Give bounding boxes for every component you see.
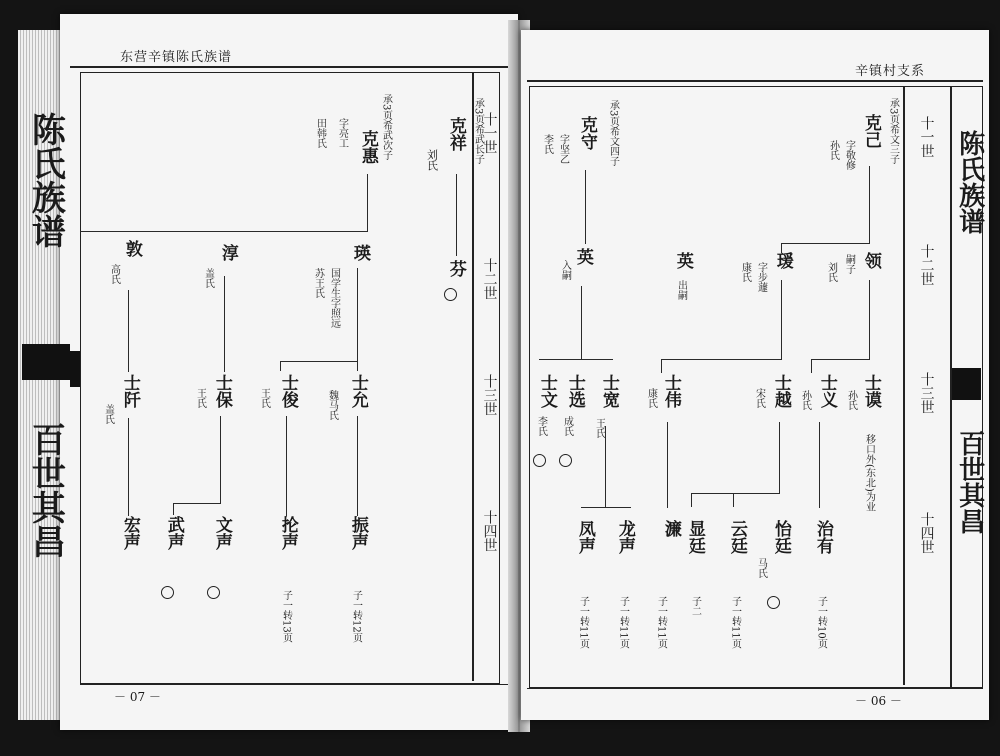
right-footer-rule — [527, 688, 983, 689]
line-keji-vert — [869, 166, 870, 244]
g14-lunsheng-note: 子一转13页 — [280, 590, 292, 643]
line-ying-in-horiz — [539, 359, 613, 360]
line-ying-in-vert — [581, 286, 582, 360]
g11-keshou-name: 克守 — [576, 116, 597, 150]
g14-lian-name: 濂 — [660, 520, 681, 537]
right-gen-14: 十四世 — [918, 512, 935, 554]
line-keshou-ying — [585, 170, 586, 244]
g14-lian-note: 子一转11页 — [655, 596, 667, 649]
line-dun-shiqian — [128, 290, 129, 372]
right-header-rule — [527, 80, 983, 82]
g14-xianting-note: 子二 — [689, 596, 701, 616]
g11-keji-name: 克己 — [860, 114, 881, 148]
g14-wensheng-name: 文声 — [211, 516, 232, 550]
left-spine-black-band — [22, 344, 70, 380]
g11-keji-courtesy: 字敬修 — [843, 140, 855, 170]
line-shibao-vert — [220, 416, 221, 504]
g13-shiwen-mark — [533, 454, 546, 467]
g13-shiwei-wife: 康氏 — [645, 388, 657, 408]
g11-keji-ref: 承3页希文三子 — [887, 98, 899, 165]
g13-shijun-name: 士俊 — [277, 374, 298, 408]
g13-shikuan-name: 士宽 — [598, 374, 619, 408]
line-shiyue-yunting — [733, 493, 734, 507]
right-gen-divider — [903, 87, 905, 685]
g14-hongsheng-name: 宏声 — [119, 516, 140, 550]
g13-shiyi-name: 士义 — [816, 374, 837, 408]
line-shiyue-horiz — [691, 493, 780, 494]
line-shiyue-vert — [779, 422, 780, 494]
g12-ying-wife: 苏王氏 — [312, 268, 324, 298]
g13-shijun-wife: 王氏 — [258, 388, 270, 408]
line-ling-vert — [869, 280, 870, 360]
line-kehui-horiz — [80, 231, 368, 232]
g12-yuan-note: 字步蘧 — [755, 262, 767, 292]
g14-wusheng-name: 武声 — [163, 516, 184, 550]
g13-shiqian-wife: 盖氏 — [102, 404, 114, 424]
line-ying-horiz — [280, 361, 358, 362]
g13-shixuan-mark — [559, 454, 572, 467]
g12-ying-note: 国学生字照远 — [328, 268, 340, 328]
g13-shiyun-name: 士允 — [347, 374, 368, 408]
g11-keshou-ref: 承3页希文四子 — [607, 100, 619, 167]
line-shijun-lunsheng — [286, 416, 287, 516]
g13-shiwen-wife: 李氏 — [535, 416, 547, 436]
g13-shiwei-name: 士伟 — [660, 374, 681, 408]
g11-kehui-name: 克惠 — [357, 130, 378, 164]
right-spine-black-band — [952, 368, 981, 400]
g12-ying-name: 瑛 — [349, 244, 370, 261]
line-yuan-shiwei — [661, 359, 662, 373]
line-shiqian-hongsheng — [128, 418, 129, 516]
line-ying-shiyun — [357, 361, 358, 371]
g12-dun-wife: 高氏 — [108, 264, 120, 284]
left-footer-rule — [80, 684, 510, 685]
g13-shibao-name: 士保 — [211, 374, 232, 408]
line-kehui-vert — [367, 174, 368, 232]
g11-keshou-courtesy: 字坚乙 — [557, 134, 569, 164]
line-shikuan-vert — [605, 426, 606, 508]
g13-shibao-wife: 王氏 — [194, 388, 206, 408]
g11-kexiang-name: 克祥 — [445, 117, 466, 151]
g14-zhiyou-note: 子一转10页 — [815, 596, 827, 649]
g14-longsheng-name: 龙声 — [614, 520, 635, 554]
line-yuan-horiz — [661, 359, 782, 360]
line-shibao-wusheng — [173, 503, 174, 515]
g14-wensheng-mark — [207, 586, 220, 599]
g12-ling-note: 嗣子 — [843, 254, 855, 274]
g13-shiwen-name: 士文 — [536, 374, 557, 408]
left-header-rule — [70, 66, 510, 68]
g12-fen-mark — [444, 288, 457, 301]
g12-ying-in-note: 入嗣 — [559, 260, 571, 280]
g11-kehui-ref: 承3页希武次子 — [380, 94, 392, 161]
g13-shimo-name: 士谟 — [860, 374, 881, 408]
g11-kexiang-ref: 承3页希武长子 — [472, 98, 484, 165]
line-chun-shibao — [224, 276, 225, 372]
g14-xianting-name: 显廷 — [684, 520, 705, 554]
left-page-number: － 07 － — [114, 690, 161, 704]
g14-yunting-note: 子一转11页 — [729, 596, 741, 649]
line-shiyi-zhiyou — [819, 422, 820, 508]
g14-longsheng-note: 子一转11页 — [617, 596, 629, 649]
g13-shiyue-wife: 宋氏 — [753, 388, 765, 408]
g13-shiyi-wife: 孙氏 — [799, 390, 811, 410]
right-page — [521, 30, 989, 720]
g11-kehui-courtesy: 字亮工 — [336, 118, 348, 148]
g14-zhensheng-note: 子一转12页 — [350, 590, 362, 643]
right-spine-title-top: 陈氏族谱 — [954, 130, 985, 234]
line-ying-shijun — [280, 361, 281, 371]
line-shibao-horiz — [173, 503, 221, 504]
g14-yiting-name: 怡廷 — [770, 520, 791, 554]
g13-shimo-wife: 孙氏 — [845, 390, 857, 410]
g14-zhensheng-name: 振声 — [347, 516, 368, 550]
line-keji-horiz — [781, 243, 870, 244]
g14-lunsheng-name: 抡声 — [277, 516, 298, 550]
g12-yuan-wife: 康氏 — [739, 262, 751, 282]
line-ling-shiyi — [811, 359, 812, 373]
g13-shiqian-name: 士阡 — [119, 374, 140, 408]
g12-ling-wife: 刘氏 — [825, 262, 837, 282]
left-spine-title-top: 陈氏族谱 — [25, 112, 66, 248]
g14-zhiyou-name: 治有 — [812, 520, 833, 554]
g14-yunting-name: 云廷 — [726, 520, 747, 554]
g13-shiyun-wife: 魏马氏 — [326, 390, 338, 420]
g13-shixuan-name: 士选 — [564, 374, 585, 408]
line-shiwei-lian — [667, 422, 668, 508]
line-yuan-vert — [781, 280, 782, 360]
g14-yiting-wife: 马氏 — [755, 558, 767, 578]
g11-kexiang-wife: 刘氏 — [425, 149, 439, 171]
g11-keji-wife: 孙氏 — [827, 140, 839, 160]
g14-fengsheng-note: 子一转11页 — [577, 596, 589, 649]
left-spine-title-bottom: 百世其昌 — [25, 422, 66, 558]
right-page-number: － 06 － — [855, 694, 902, 708]
g12-ying-in-name: 英 — [572, 248, 593, 265]
g14-wusheng-mark — [161, 586, 174, 599]
g13-shiyue-name: 士越 — [770, 374, 791, 408]
left-gen-12: 十二世 — [481, 258, 498, 300]
line-shiyun-zhensheng — [357, 416, 358, 516]
g14-fengsheng-name: 凤声 — [574, 520, 595, 554]
g12-yuan-name: 瑗 — [772, 252, 793, 269]
line-shikuan-horiz — [581, 507, 631, 508]
g12-chun-wife: 盖氏 — [202, 268, 214, 288]
g12-ying-out-name: 英 — [672, 252, 693, 269]
left-page-header: 东营辛镇陈氏族谱 — [120, 50, 233, 65]
line-kexiang-fen — [456, 174, 457, 256]
left-gen-14: 十四世 — [481, 510, 498, 552]
g13-shikuan-wife: 王氏 — [593, 418, 605, 438]
g12-ying-out-note: 出嗣 — [675, 280, 687, 300]
right-spine-title-bottom: 百世其昌 — [954, 430, 985, 534]
right-gen-12: 十二世 — [918, 244, 935, 286]
right-gen-11: 十一世 — [918, 116, 935, 158]
left-gen-13: 十三世 — [481, 374, 498, 416]
g12-chun-name: 淳 — [217, 244, 238, 261]
g13-shimo-note: 移口外(东北)为业 — [863, 434, 875, 512]
g14-yiting-mark — [767, 596, 780, 609]
line-shiyue-xianting — [691, 493, 692, 507]
line-ying-vert — [357, 268, 358, 362]
g11-keshou-wife: 李氏 — [541, 134, 553, 154]
left-page — [60, 14, 518, 730]
g12-ling-name: 领 — [860, 252, 881, 269]
g11-kehui-wife: 田韩氏 — [314, 118, 326, 148]
right-page-header: 辛镇村支系 — [855, 64, 926, 79]
right-gen-13: 十三世 — [918, 372, 935, 414]
g12-fen-name: 芬 — [445, 260, 466, 277]
left-spine-band — [70, 351, 80, 387]
left-gen-11: 十一世 — [481, 112, 498, 154]
line-ling-horiz — [811, 359, 870, 360]
g12-dun-name: 敦 — [121, 240, 142, 257]
g13-shixuan-wife: 成氏 — [561, 416, 573, 436]
